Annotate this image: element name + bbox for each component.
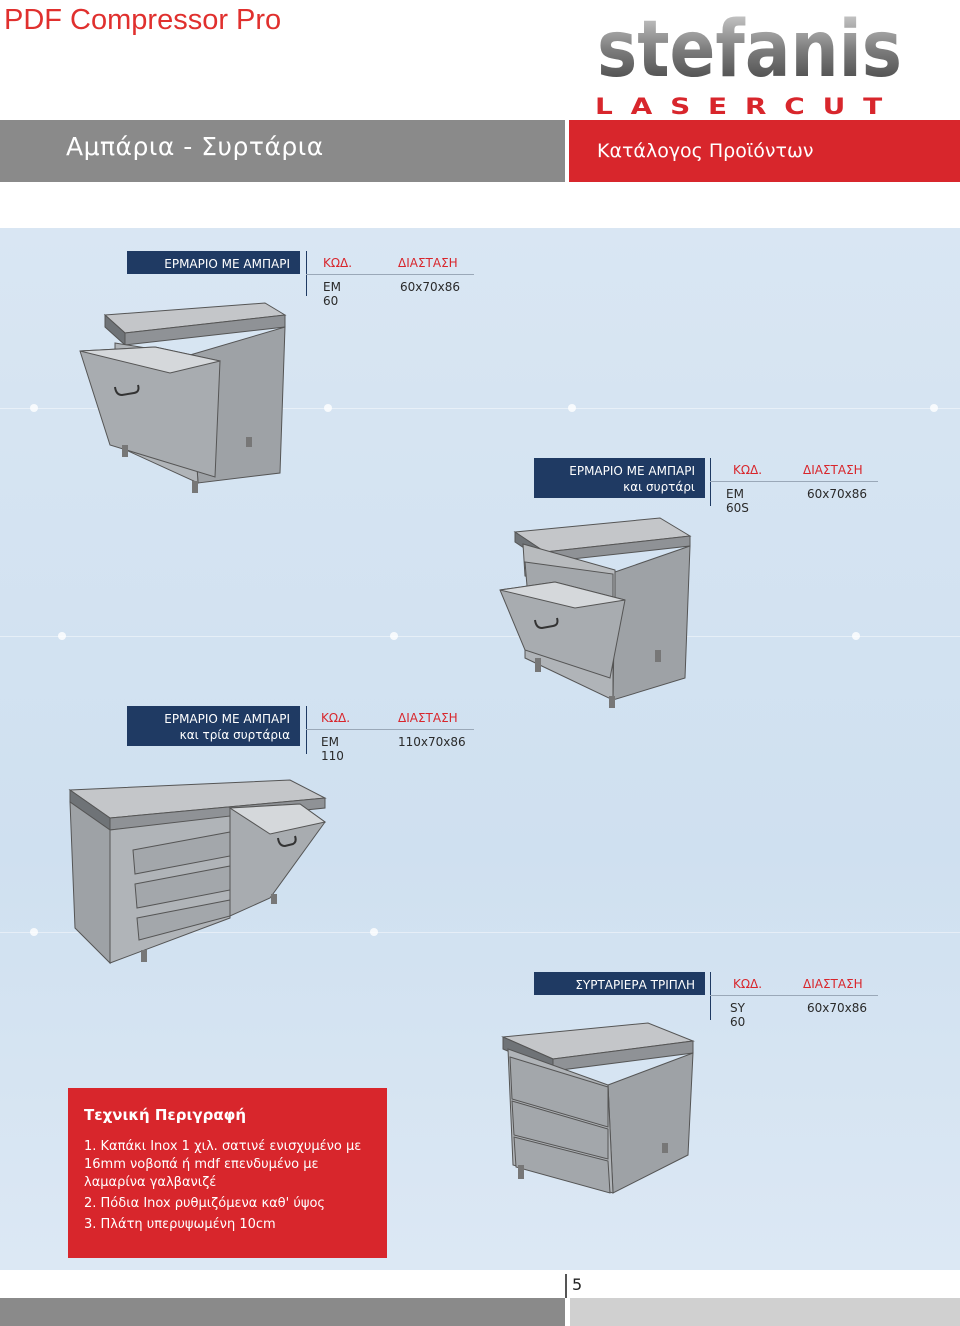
label-underline [710,481,878,482]
bg-line [0,636,960,637]
label-underline [306,729,474,730]
product-name [534,972,705,995]
page-number-divider [565,1274,567,1298]
logo-sub-text: LASERCUT [595,95,900,120]
bg-dot [390,632,398,640]
spec-item: 2. Πόδια Inox ρυθμιζόμενα καθ' ύψος [84,1196,326,1211]
product-image-sy60 [498,1015,698,1195]
product-dimension: 110x70x86 [398,735,466,749]
dimension-header: ΔΙΑΣΤΑΣΗ [398,256,458,270]
spec-item: 3. Πλάτη υπερυψωμένη 10cm [84,1217,276,1232]
bg-dot [370,928,378,936]
product-dimension: 60x70x86 [807,487,868,501]
product-name-line1: ΕΡΜΑΡΙΟ ΜΕ ΑΜΠΑΡΙ [164,712,290,726]
product-name-line1: ΣΥΡΤΑΡΙΕΡΑ ΤΡΙΠΛΗ [575,978,695,992]
header-left-band [0,0,565,182]
bg-dot [30,404,38,412]
product-image-em110 [65,778,330,968]
spec-title: Τεχνική Περιγραφή [84,1106,247,1124]
product-dimension: 60x70x86 [807,1001,868,1015]
bg-dot [930,404,938,412]
product-name [127,251,300,274]
product-image-em60s [495,510,695,712]
brand-logo-sub [595,94,905,120]
page-number: 5 [572,1275,583,1294]
brand-logo [597,5,907,95]
page-title: Αμπάρια - Συρτάρια [66,132,324,161]
dimension-header: ΔΙΑΣΤΑΣΗ [398,711,458,725]
label-separator [710,458,711,506]
label-underline [306,274,474,275]
code-header: ΚΩΔ. [321,711,351,725]
footer-bar [0,1298,960,1326]
code-header: ΚΩΔ. [733,463,763,477]
product-dimension: 60x70x86 [400,280,461,294]
bg-dot [568,404,576,412]
product-code: EM 110 [321,735,344,763]
bg-dot [30,928,38,936]
dimension-header: ΔΙΑΣΤΑΣΗ [803,463,863,477]
technical-description-box [68,1088,387,1258]
product-image-em60 [70,295,295,497]
label-separator [306,706,307,754]
bg-dot [852,632,860,640]
label-underline [710,995,878,996]
product-code: EM 60 [323,280,341,308]
product-code: EM 60S [726,487,749,515]
product-name [534,458,705,498]
dimension-header: ΔΙΑΣΤΑΣΗ [803,977,863,991]
logo-text: stefanis [597,5,902,95]
product-code: SY 60 [730,1001,746,1029]
bg-dot [324,404,332,412]
code-header: ΚΩΔ. [733,977,763,991]
product-name-line2: και τρία συρτάρια [179,728,290,742]
catalog-title: Κατάλογος Προϊόντων [597,140,814,162]
spec-list [84,1138,380,1237]
header-right-band [569,0,960,182]
product-name [127,706,300,746]
product-name-line2: και συρτάρι [623,480,695,494]
code-header: ΚΩΔ. [323,256,353,270]
product-name-line1: ΕΡΜΑΡΙΟ ΜΕ ΑΜΠΑΡΙ [164,257,290,271]
watermark: PDF Compressor Pro [4,4,282,36]
label-separator [710,972,711,1020]
product-name-line1: ΕΡΜΑΡΙΟ ΜΕ ΑΜΠΑΡΙ [569,464,695,478]
bg-dot [58,632,66,640]
spec-item: 1. Καπάκι Inox 1 χιλ. σατινέ ενισχυμένο με 16mm νοβοπά ή mdf επενδυμένο με λαμαρίνα γαλβανιζέ [84,1139,362,1190]
footer-right [570,1298,960,1326]
